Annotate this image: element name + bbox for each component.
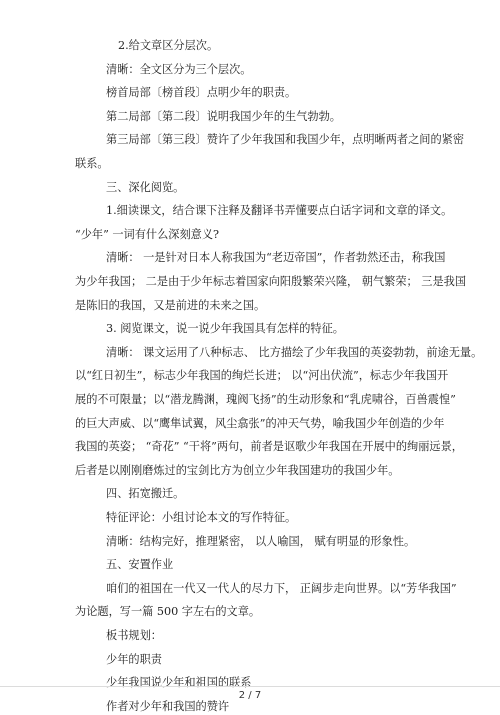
text-line: 展的不可限量；以“潜龙腾渊，瑰阀飞扬”的生动形象和“乳虎啸谷，百兽震惶” — [75, 393, 456, 406]
text-line: 3. 阅览课文，说一说少年我国具有怎样的特征。 — [106, 322, 344, 336]
text-line: 清晰：全文区分为三个层次。 — [106, 62, 252, 76]
text-line: 少年的职责 — [106, 652, 162, 666]
text-line: 咱们的祖国在一代又一代人的尽力下， 正阔步走向世界。以“芳华我国” — [106, 581, 457, 595]
text-line: 清晰： 课文运用了八种标志、 比方描绘了少年我国的英姿勃勃，前途无量。 — [106, 345, 483, 359]
text-line: 为少年我国； 二是由于少年标志着国家向阳殷繁荣兴隆， 朝气繁荣； 三是我国 — [75, 275, 467, 288]
text-line: 1.细读课文，结合课下注释及翻译书弄懂要点白话字词和文章的译文。 — [106, 204, 453, 218]
section-heading: 五、安置作业 — [106, 558, 174, 572]
text-line: 作者对少年和我国的赞许 — [106, 699, 230, 713]
text-line: 的巨大声威、以“鹰隼试翼，风尘翕张”的冲天气势，喻我国少年创造的少年 — [75, 416, 445, 430]
page-number: 2 / 7 — [238, 690, 262, 701]
text-line: 板书规划： — [106, 629, 162, 642]
text-line: 联系。 — [75, 157, 109, 170]
text-line: 清晰： 一是针对日本人称我国为“老迈帝国”，作者勃然还击，称我国 — [106, 251, 446, 265]
text-line: 我国的英姿； “奇花” “干将”两句，前者是讴歌少年我国在开展中的绚丽远景， — [75, 440, 463, 454]
section-heading: 三、深化阅览。 — [106, 180, 185, 194]
text-line: 榜首局部〔榜首段〕点明少年的职责。 — [106, 86, 297, 100]
text-line: 第二局部〔第二段〕说明我国少年的生气勃勃。 — [106, 109, 341, 123]
footer-divider — [0, 686, 500, 687]
section-heading: 四、拓宽搬迁。 — [106, 487, 185, 501]
text-line: 特征评论：小组讨论本文的写作特征。 — [106, 511, 297, 524]
text-line: 第三局部〔第三段〕赞许了少年我国和我国少年，点明晰两者之间的紧密 — [106, 133, 465, 147]
text-line: 清晰：结构完好，推理紧密， 以人喻国， 赋有明显的形象性。 — [106, 534, 416, 548]
text-line: 为论题，写一篇 500 字左右的文章。 — [75, 605, 261, 619]
text-line: 2.给文章区分层次。 — [118, 39, 219, 52]
text-line: 后者是以刚刚磨炼过的宝剑比方为创立少年我国建功的我国少年。 — [75, 463, 400, 477]
text-line: 少年我国说少年和祖国的联系 — [106, 676, 252, 690]
text-line: 是陈旧的我国，又是前进的未来之国。 — [75, 298, 266, 312]
text-line: “少年” 一词有什么深刻意义? — [75, 227, 220, 241]
text-line: 以“红日初生”，标志少年我国的绚烂长进； 以“河出伏流”，标志少年我国开 — [75, 369, 449, 383]
